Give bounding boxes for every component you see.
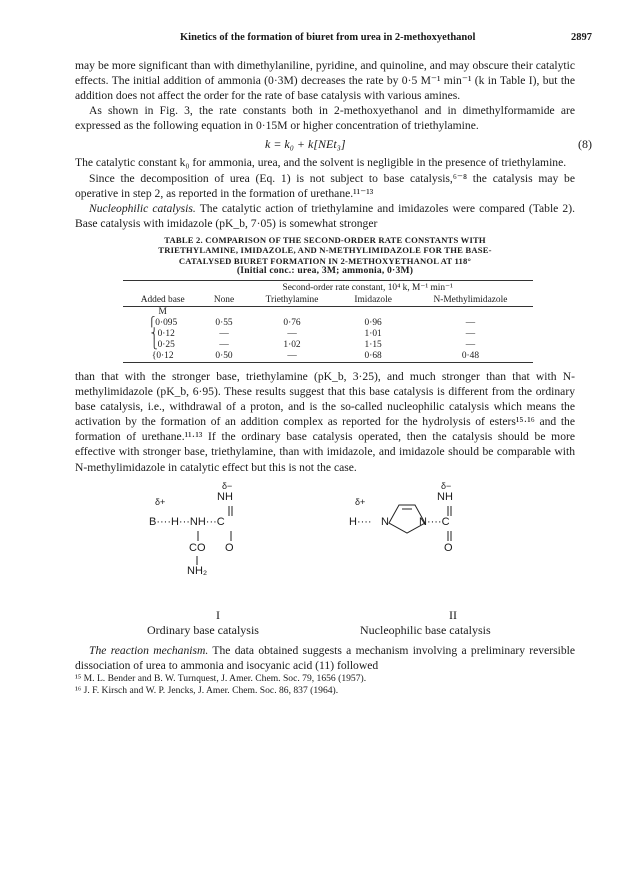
delta-minus-I: δ− bbox=[222, 480, 233, 491]
table-cell: 0·68 bbox=[364, 350, 382, 361]
col-header-imidazole: Imidazole bbox=[354, 294, 392, 305]
chain-I: B····H···NH···C bbox=[149, 515, 225, 528]
page-number: 2897 bbox=[571, 32, 592, 43]
table-caption-line-2: TRIETHYLAMINE, IMIDAZOLE, AND N-METHYLIMIDAZOLE FOR THE BASE- bbox=[158, 245, 492, 256]
paragraph-3: The catalytic constant k₀ for ammonia, urea, and the solvent is negligible in the presence of triethylamine. bbox=[75, 156, 567, 170]
table-conditions: (Initial conc.: urea, 3M; ammonia, 0·3M) bbox=[236, 265, 414, 277]
table-cell: ⎧0·095 bbox=[148, 317, 178, 328]
bond-lines-I bbox=[135, 481, 315, 601]
table-cell: — bbox=[465, 317, 476, 328]
footnote-16: ¹⁶ J. F. Kirsch and W. P. Jencks, J. Amer. Chem. Soc. 86, 837 (1964). bbox=[75, 684, 339, 696]
table-cell: 0·48 bbox=[461, 350, 480, 361]
col-header-added-base: Added base bbox=[140, 294, 185, 305]
table-cell: ⎩0·25 bbox=[150, 339, 175, 350]
section-heading-mechanism: The reaction mechanism. bbox=[89, 643, 209, 657]
table-cell: 1·02 bbox=[283, 339, 301, 350]
col-header-none: None bbox=[213, 294, 235, 305]
o-atom-I: O bbox=[225, 541, 234, 554]
nh-top-I: NH bbox=[217, 490, 233, 503]
nh-top-II: NH bbox=[437, 490, 453, 503]
table-caption-line-3: CATALYSED BIURET FORMATION IN 2-METHOXYETHANOL AT 118° bbox=[178, 255, 472, 266]
table-row bbox=[123, 340, 533, 351]
table-cell: ⎨0·12 bbox=[150, 328, 175, 339]
col-header-n-methylimidazole: N-Methylimidazole bbox=[433, 294, 508, 305]
table-caption bbox=[75, 235, 575, 277]
nh2-group-I: NH₂ bbox=[187, 564, 208, 577]
imidazole-ring-II bbox=[345, 481, 525, 601]
table-corner bbox=[123, 280, 202, 294]
equation-8 bbox=[75, 133, 592, 155]
n-atom-II: N bbox=[381, 515, 389, 528]
structure-II-numeral: II bbox=[449, 607, 457, 622]
table-cell: 0·50 bbox=[215, 350, 233, 361]
rate-constant-table bbox=[123, 280, 533, 363]
structure-I bbox=[135, 481, 315, 601]
delta-plus-II: δ+ bbox=[355, 496, 366, 507]
structure-II-caption: Nucleophilic base catalysis bbox=[360, 622, 491, 637]
paragraph-7-body: The data obtained suggests a mechanism involving a preliminary reversible dissociation of urea to ammonia and isocyanic acid (11) followed bbox=[75, 643, 576, 672]
table-cell: {0·12 bbox=[151, 350, 174, 361]
paragraph-5-body: The catalytic action of triethylamine and imidazoles were compared (Table 2). Base catalysis with imidazole (pK_b, 7·05) is somewhat stronger bbox=[75, 201, 575, 230]
o-atom-II: O bbox=[444, 541, 453, 554]
header-title: Kinetics of the formation of biuret from urea in 2-methoxyethanol bbox=[180, 32, 476, 43]
table-caption-line-1: TABLE 2. COMPARISON OF THE SECOND-ORDER RATE CONSTANTS WITH bbox=[164, 234, 486, 245]
footnote-15: ¹⁵ M. L. Bender and B. W. Turnquest, J. Amer. Chem. Soc. 79, 1656 (1957). bbox=[75, 672, 367, 684]
table-cell: — bbox=[219, 328, 229, 339]
table-cell: 0·96 bbox=[364, 317, 382, 328]
table-row bbox=[123, 351, 533, 363]
table-cell: 0·55 bbox=[215, 317, 233, 328]
paragraph-6: than that with the stronger base, triethylamine (pK_b, 3·25), and much stronger than that with N-methylimidazole (pK_b, 6·95). These results suggest that this base catalysis is different from the ordinary base catalysis, i.e., withdrawal of a proton, and is the so-called nucleophilic catalysis which means the activation by the formation of an addition complex as reported for the hydrolysis of esters¹⁵·¹⁶ and the formation of urethane.¹¹·¹³ If the ordinary base catalysis operated, then the catalysis should be more effective with stronger base, triethylamine, than with imidazole, and imidazole should be comparable with N-methylimidazole in catalytic effect but this is not the case. bbox=[75, 369, 575, 474]
col-header-triethylamine: Triethylamine bbox=[265, 294, 319, 305]
paragraph-4: Since the decomposition of urea (Eq. 1) is not subject to base catalysis,⁶⁻⁸ the catalysis may be operative in step 2, as reported in the formation of urethane.¹¹⁻¹³ bbox=[75, 171, 575, 200]
paragraph-2: As shown in Fig. 3, the rate constants both in 2-methoxyethanol and in dimethylformamide are expressed as the following equation in 0·15M or higher concentration of triethylamine. bbox=[75, 104, 575, 133]
delta-minus-II: δ− bbox=[441, 480, 452, 491]
table-cell: 0·76 bbox=[283, 317, 301, 328]
table-cell: 1·01 bbox=[364, 328, 382, 339]
paragraph-5 bbox=[75, 201, 575, 231]
catalysis-structures-figure bbox=[75, 475, 575, 635]
table-cell: — bbox=[287, 328, 297, 339]
equation-number: (8) bbox=[578, 137, 592, 152]
structure-I-caption: Ordinary base catalysis bbox=[147, 622, 259, 637]
structure-II bbox=[345, 481, 525, 601]
table-row bbox=[123, 318, 533, 329]
page bbox=[75, 22, 592, 697]
h-atom-II: H···· bbox=[349, 515, 372, 528]
table-cell: — bbox=[465, 328, 476, 339]
footnotes bbox=[75, 673, 575, 697]
n-c-II: N····C bbox=[419, 515, 450, 528]
unit-cell: M bbox=[158, 306, 167, 317]
delta-plus-I: δ+ bbox=[155, 496, 166, 507]
paragraph-7 bbox=[75, 643, 575, 673]
co-group-I: CO bbox=[189, 541, 206, 554]
section-heading-nucleophilic: Nucleophilic catalysis. bbox=[89, 201, 196, 215]
table-cell: — bbox=[465, 339, 476, 350]
paragraph-1: may be more significant than with dimethylaniline, pyridine, and quinoline, and may obscure their catalytic effects. The initial addition of ammonia (0·3M) decreases the rate by 0·5 M⁻¹ min⁻¹ (k in Table I), but the addition does not affect the order for the rate of base catalysis with various amines. bbox=[75, 59, 575, 103]
table-row bbox=[123, 329, 533, 340]
equation-body: k = k₀ + k[NEt₃] bbox=[265, 137, 346, 152]
structure-I-numeral: I bbox=[216, 607, 220, 622]
table-cell: — bbox=[219, 339, 229, 350]
table-spanner: Second-order rate constant, 10⁴ k, M⁻¹ min⁻¹ bbox=[282, 282, 453, 293]
table-cell: 1·15 bbox=[364, 339, 382, 350]
running-header bbox=[75, 22, 592, 44]
table-cell: — bbox=[287, 350, 297, 361]
